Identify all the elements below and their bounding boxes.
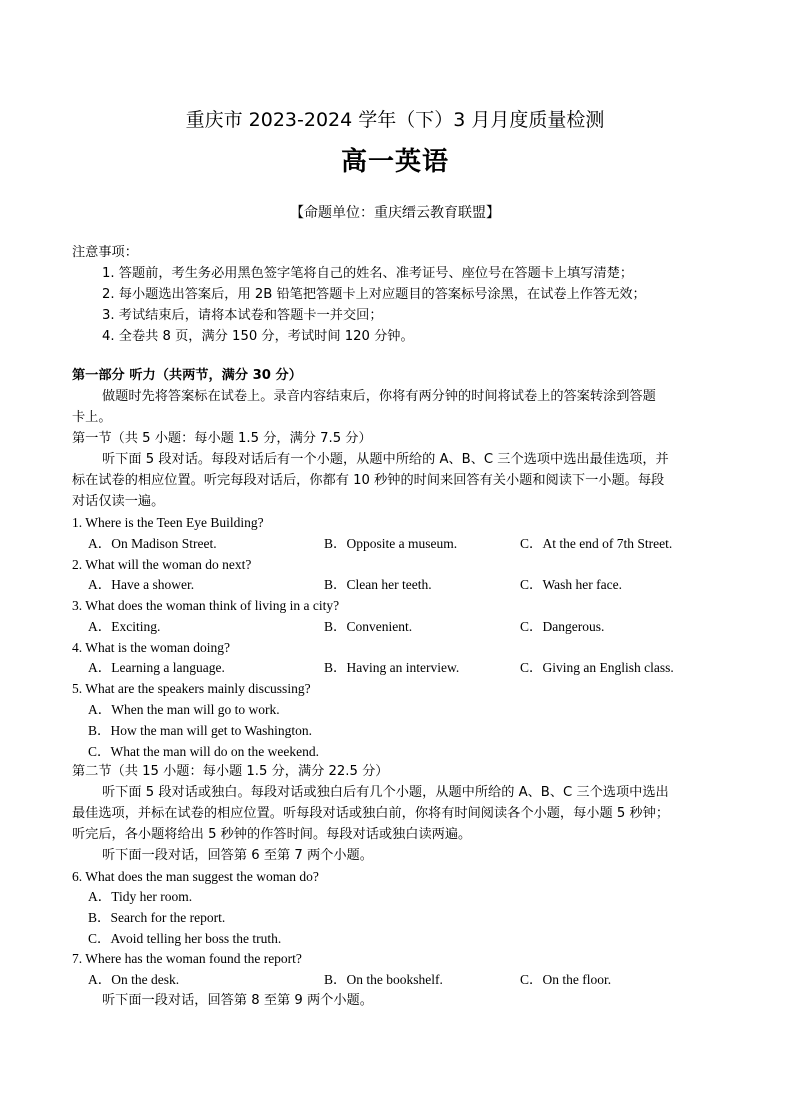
option-a: A．On Madison Street.	[88, 536, 217, 551]
option-a: A．When the man will go to work.	[88, 702, 280, 717]
section1-instruction: 听下面 5 段对话。每段对话后有一个小题，从题中所给的 A、B、C 三个选项中选出最佳选项，并	[102, 452, 669, 467]
question-text: 6. What does the man suggest the woman do?	[72, 869, 319, 884]
section1-instruction: 对话仅读一遍。	[72, 494, 165, 509]
subject-title: 高一英语	[340, 147, 449, 177]
section2-instruction: 最佳选项，并标在试卷的相应位置。听每段对话或独白前，你将有时间阅读各个小题，每小题 5 秒钟；	[72, 806, 670, 821]
section1-heading: 第一节（共 5 小题：每小题 1.5 分，满分 7.5 分）	[72, 431, 372, 446]
option-c: C．Dangerous.	[520, 619, 605, 634]
part1-intro-cont: 卡上。	[72, 410, 112, 425]
part1-intro: 做题时先将答案标在试卷上。录音内容结束后，你将有两分钟的时间将试卷上的答案转涂到答题	[102, 389, 656, 404]
section2-instruction: 听完后，各小题将给出 5 秒钟的作答时间。每段对话或独白读两遍。	[72, 827, 472, 842]
exam-title: 重庆市 2023-2024 学年（下）3 月月度质量检测	[185, 109, 605, 131]
note-item: 1. 答题前，考生务必用黑色签字笔将自己的姓名、准考证号、座位号在答题卡上填写清楚；	[102, 266, 634, 281]
option-a: A．Learning a language.	[88, 660, 225, 675]
question-text: 3. What does the woman think of living in a city?	[72, 598, 340, 613]
note-item: 2. 每小题选出答案后，用 2B 铅笔把答题卡上对应题目的答案标号涂黑，在试卷上作答无效；	[102, 287, 646, 302]
option-c: C．On the floor.	[520, 972, 612, 987]
question-text: 4. What is the woman doing?	[72, 640, 230, 655]
notes-heading: 注意事项：	[72, 245, 138, 260]
question-text: 5. What are the speakers mainly discussing?	[72, 681, 311, 696]
option-b: B．Having an interview.	[324, 660, 460, 675]
option-a: A．Tidy her room.	[88, 889, 193, 904]
question-text: 2. What will the woman do next?	[72, 557, 252, 572]
question-text: 1. Where is the Teen Eye Building?	[72, 515, 264, 530]
dialogue-cue: 听下面一段对话，回答第 6 至第 7 两个小题。	[102, 848, 373, 863]
option-a: A．Exciting.	[88, 619, 161, 634]
option-c: C．Avoid telling her boss the truth.	[88, 931, 282, 946]
option-c: C．Giving an English class.	[520, 660, 674, 675]
dialogue-cue: 听下面一段对话，回答第 8 至第 9 两个小题。	[102, 993, 373, 1008]
section1-instruction: 标在试卷的相应位置。听完每段对话后，你都有 10 秒钟的时间来回答有关小题和阅读下一小题。每段	[72, 473, 665, 488]
option-c: C．At the end of 7th Street.	[520, 536, 673, 551]
section2-instruction: 听下面 5 段对话或独白。每段对话或独白后有几个小题，从题中所给的 A、B、C 三个选项中选出	[102, 785, 669, 800]
option-a: A．On the desk.	[88, 972, 180, 987]
section2-heading: 第二节（共 15 小题：每小题 1.5 分，满分 22.5 分）	[72, 764, 389, 779]
issuing-unit: 【命题单位：重庆缙云教育联盟】	[290, 205, 500, 221]
note-item: 3. 考试结束后，请将本试卷和答题卡一并交回；	[102, 308, 383, 323]
option-b: B．Search for the report.	[88, 910, 226, 925]
option-c: C．Wash her face.	[520, 577, 622, 592]
option-b: B．Convenient.	[324, 619, 413, 634]
option-b: B．Opposite a museum.	[324, 536, 458, 551]
option-c: C．What the man will do on the weekend.	[88, 744, 319, 759]
option-b: B．Clean her teeth.	[324, 577, 432, 592]
question-text: 7. Where has the woman found the report?	[72, 951, 302, 966]
part1-heading: 第一部分 听力（共两节，满分 30 分）	[72, 368, 302, 383]
option-b: B．How the man will get to Washington.	[88, 723, 313, 738]
note-item: 4. 全卷共 8 页，满分 150 分，考试时间 120 分钟。	[102, 329, 414, 344]
option-a: A．Have a shower.	[88, 577, 195, 592]
option-b: B．On the bookshelf.	[324, 972, 443, 987]
